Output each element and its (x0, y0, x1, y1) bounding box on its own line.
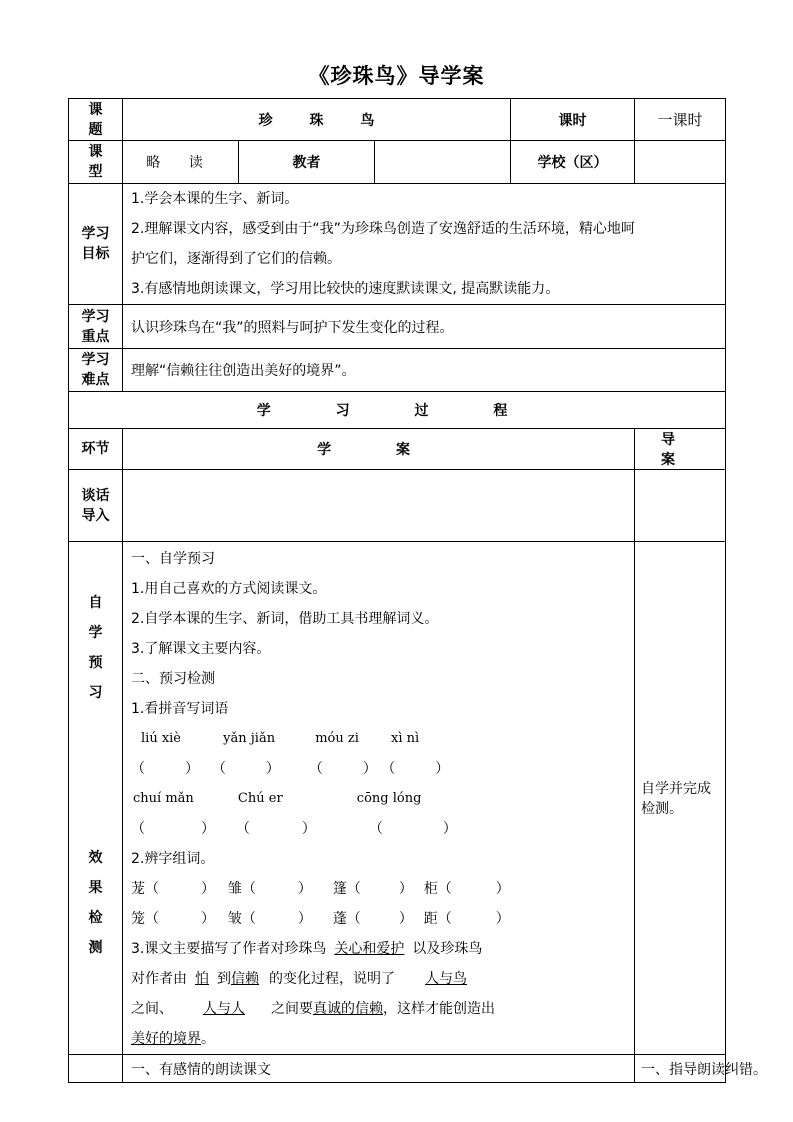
self-study-guide: 自学并完成检测。 (635, 542, 726, 1055)
self-study-content (123, 542, 635, 1055)
difficulty-text: 理解“信赖往往创造出美好的境界”。 (123, 349, 726, 392)
reading-study: 一、有感情的朗读课文 (123, 1055, 635, 1083)
char-row: 笼（ ） 皱（ ） 蓬（ ） 距（ ） (131, 911, 510, 927)
goal-line: 护它们，逐渐得到了它们的信赖。 (131, 251, 341, 267)
teacher-label: 教者 (239, 141, 375, 184)
difficulty-label: 学习 难点 (69, 349, 123, 392)
row-type (69, 141, 726, 184)
row-reading (69, 1055, 726, 1083)
reading-guide: 一、指导朗读纠错。 (635, 1055, 726, 1083)
period-value: 一课时 (635, 99, 726, 141)
type-value: 略 读 (123, 141, 239, 184)
row-process-title (69, 392, 726, 429)
lesson-plan-table (68, 98, 768, 1083)
goals-content (123, 184, 726, 305)
row-goals (69, 184, 726, 305)
row-difficulty (69, 349, 726, 392)
intro-label: 谈话 导入 (69, 470, 123, 542)
fill-sentence: 之间、 人与人 之间要真诚的信赖，这样才能创造出 (131, 1001, 495, 1017)
topic-value: 珍 珠 鸟 (123, 99, 511, 141)
row-intro (69, 470, 726, 542)
answer-blanks: （ ） （ ） （ ） (131, 821, 457, 837)
study-line: 2.自学本课的生字、新词，借助工具书理解词义。 (131, 611, 439, 627)
col-study-header: 学 案 (123, 429, 635, 470)
section-heading: 一、自学预习 (131, 551, 215, 567)
process-title: 学 习 过 程 (69, 392, 726, 429)
pinyin-row: chuí mǎn Chú er cōng lóng (133, 791, 422, 806)
char-row: 茏（ ） 雏（ ） 篷（ ） 柜（ ） (131, 881, 510, 897)
type-label: 课 型 (69, 141, 123, 184)
col-step-header: 环节 (69, 429, 123, 470)
school-value (635, 141, 726, 184)
goal-line: 3.有感情地朗读课文，学习用比较快的速度默读课文, 提高默读能力。 (131, 281, 560, 297)
fill-sentence: 3.课文主要描写了作者对珍珠鸟 关心和爱护 以及珍珠鸟 (131, 941, 483, 957)
goal-line: 1.学会本课的生字、新词。 (131, 191, 299, 207)
intro-guide (635, 470, 726, 542)
row-key-point (69, 305, 726, 349)
page-title: 《珍珠鸟》导学案 (308, 64, 485, 88)
topic-label: 课 题 (69, 99, 123, 141)
key-point-text: 认识珍珠鸟在“我”的照料与呵护下发生变化的过程。 (123, 305, 726, 349)
col-guide-header: 导 案 (635, 429, 726, 470)
goals-label: 学习 目标 (69, 184, 123, 305)
study-line: 1.用自己喜欢的方式阅读课文。 (131, 581, 327, 597)
self-study-label: 自 学 预 习 效 果 检 测 (69, 542, 123, 1055)
row-self-study (69, 542, 726, 1055)
question: 2.辨字组词。 (131, 851, 215, 867)
answer-blanks: （ ） （ ） （ ） （ ） (131, 761, 450, 777)
teacher-value (375, 141, 511, 184)
row-column-headers (69, 429, 726, 470)
question: 1.看拼音写词语 (131, 701, 229, 717)
pinyin-row: liú xiè yǎn jiǎn móu zi xì nì (141, 731, 420, 746)
school-label: 学校（区） (511, 141, 635, 184)
period-label: 课时 (511, 99, 635, 141)
intro-study (123, 470, 635, 542)
fill-sentence: 对作者由 怕 到信赖 的变化过程，说明了 人与鸟 (131, 971, 467, 987)
row-topic (69, 99, 726, 141)
reading-label (69, 1055, 123, 1083)
fill-sentence: 美好的境界。 (131, 1031, 215, 1047)
study-line: 3.了解课文主要内容。 (131, 641, 271, 657)
goal-line: 2.理解课文内容，感受到由于“我”为珍珠鸟创造了安逸舒适的生活环境，精心地呵 (131, 221, 635, 237)
section-heading: 二、预习检测 (131, 671, 215, 687)
key-point-label: 学习 重点 (69, 305, 123, 349)
